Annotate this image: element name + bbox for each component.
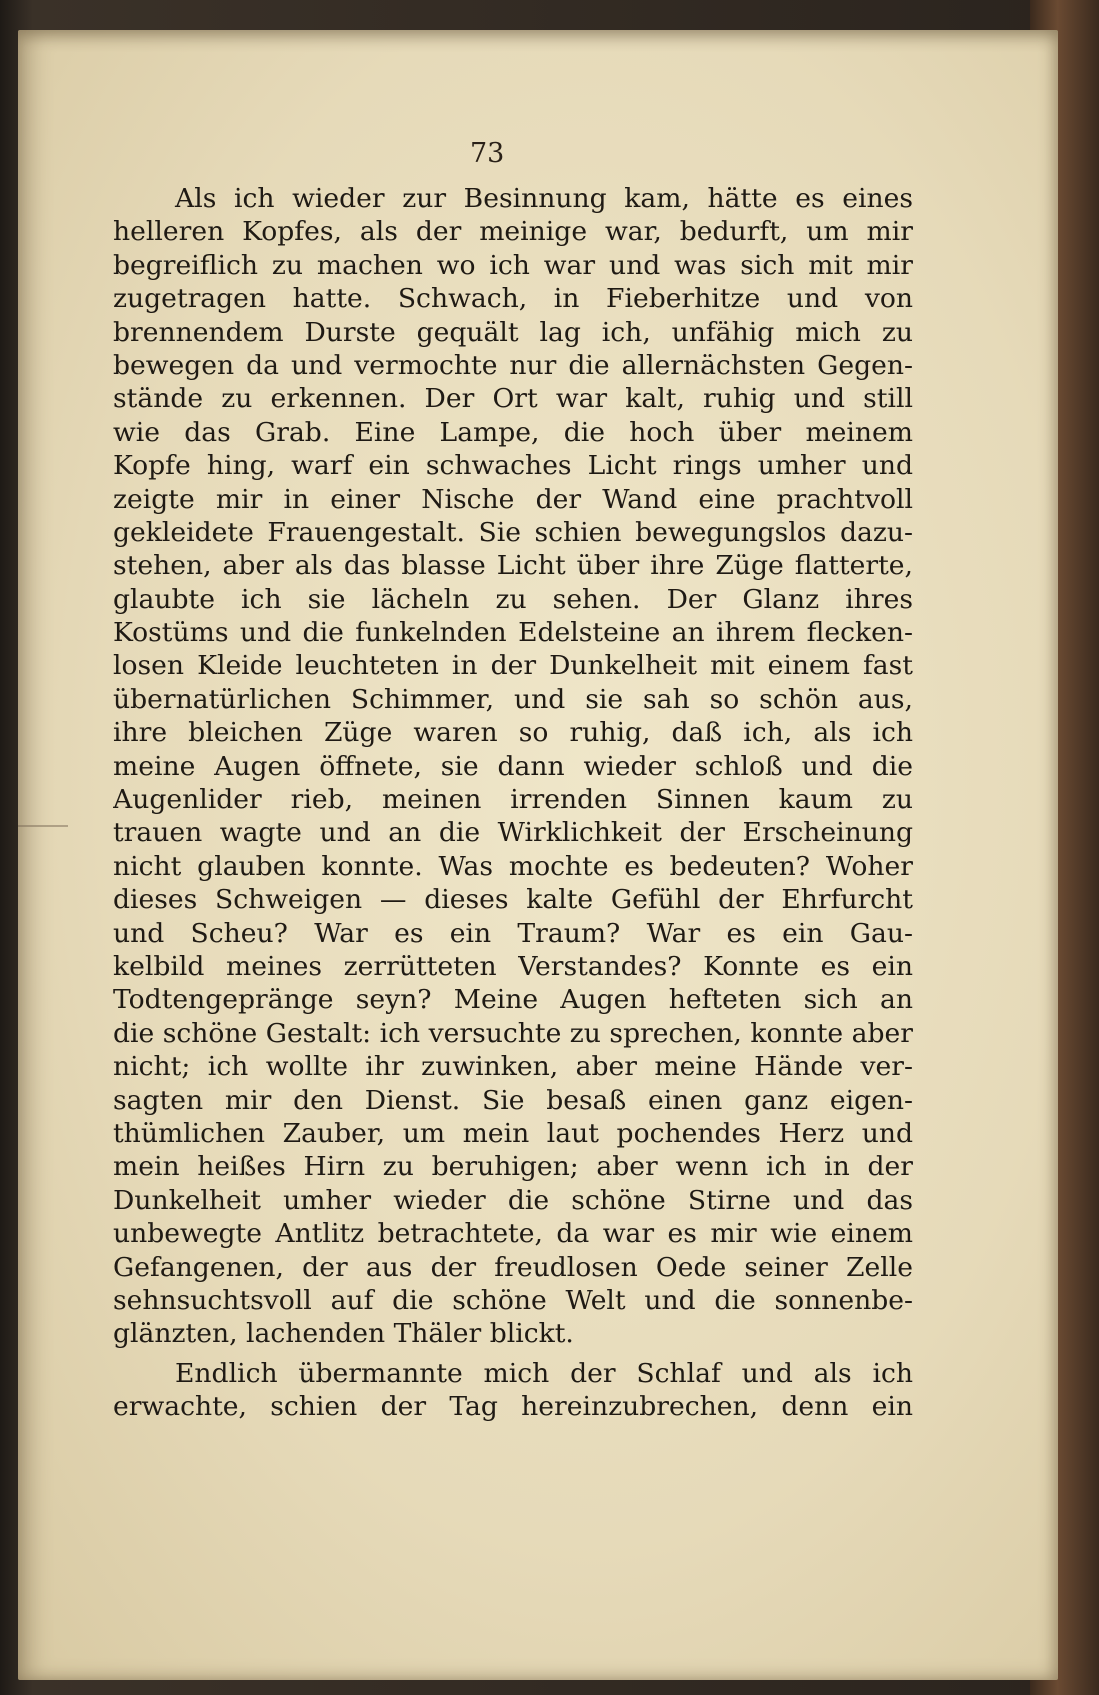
page-body <box>113 182 913 1423</box>
text-line: Gefangenen, der aus der freudlosen Oede seiner Zelle <box>113 1251 913 1283</box>
page-number: 73 <box>470 138 505 169</box>
text-line: gekleidete Frauengestalt. Sie schien bewegungslos dazu- <box>113 516 913 548</box>
page-edge-mark <box>18 825 68 845</box>
text-line: thümlichen Zauber, um mein laut pochendes Herz und <box>113 1117 913 1149</box>
text-line: glänzten, lachenden Thäler blickt. <box>113 1318 574 1350</box>
text-line: mein heißes Hirn zu beruhigen; aber wenn ich in der <box>113 1151 913 1183</box>
text-line: Als ich wieder zur Besinnung kam, hätte es eines <box>175 183 913 214</box>
paragraph-1 <box>113 182 913 1351</box>
text-line: stände zu erkennen. Der Ort war kalt, ruhig und still <box>113 383 913 415</box>
text-line: stehen, aber als das blasse Licht über ihre Züge flatterte, <box>113 550 913 582</box>
text-line: bewegen da und vermochte nur die allernächsten Gegen- <box>113 349 913 381</box>
text-line: sehnsuchtsvoll auf die schöne Welt und die sonnenbe- <box>113 1284 913 1316</box>
text-line: helleren Kopfes, als der meinige war, bedurft, um mir <box>113 216 913 248</box>
text-line: zeigte mir in einer Nische der Wand eine prachtvoll <box>113 483 913 515</box>
text-line: zugetragen hatte. Schwach, in Fieberhitze und von <box>113 283 913 315</box>
paragraph-2 <box>113 1357 913 1424</box>
text-line: dieses Schweigen — dieses kalte Gefühl der Ehrfurcht <box>113 884 913 916</box>
text-line: losen Kleide leuchteten in der Dunkelheit mit einem fast <box>113 650 913 682</box>
text-line: brennendem Durste gequält lag ich, unfähig mich zu <box>113 316 913 348</box>
text-line: kelbild meines zerrütteten Verstandes? Konnte es ein <box>113 950 913 982</box>
text-line: Todtengepränge seyn? Meine Augen hefteten sich an <box>113 984 913 1016</box>
text-line: trauen wagte und an die Wirklichkeit der Erscheinung <box>113 817 913 849</box>
text-line: und Scheu? War es ein Traum? War es ein Gau- <box>113 917 913 949</box>
text-line: Kostüms und die funkelnden Edelsteine an ihrem flecken- <box>113 617 913 649</box>
text-line: Augenlider rieb, meinen irrenden Sinnen kaum zu <box>113 784 913 816</box>
text-line: nicht; ich wollte ihr zuwinken, aber meine Hände ver- <box>113 1051 913 1083</box>
text-line: unbewegte Antlitz betrachtete, da war es mir wie einem <box>113 1218 913 1250</box>
text-line: übernatürlichen Schimmer, und sie sah so schön aus, <box>113 683 913 715</box>
text-line: begreiflich zu machen wo ich war und was sich mit mir <box>113 249 913 281</box>
text-line: Dunkelheit umher wieder die schöne Stirne und das <box>113 1184 913 1216</box>
text-line: ihre bleichen Züge waren so ruhig, daß ich, als ich <box>113 717 913 749</box>
text-line: Kopfe hing, warf ein schwaches Licht rings umher und <box>113 450 913 482</box>
text-line: nicht glauben konnte. Was mochte es bedeuten? Woher <box>113 850 913 882</box>
text-line: wie das Grab. Eine Lampe, die hoch über meinem <box>113 416 913 448</box>
text-line: die schöne Gestalt: ich versuchte zu sprechen, konnte aber <box>113 1017 913 1049</box>
text-line: sagten mir den Dienst. Sie besaß einen ganz eigen- <box>113 1084 913 1116</box>
text-line: glaubte ich sie lächeln zu sehen. Der Glanz ihres <box>113 583 913 615</box>
text-line: erwachte, schien der Tag hereinzubrechen, denn ein <box>113 1391 913 1423</box>
text-line: Endlich übermannte mich der Schlaf und als ich <box>175 1357 913 1389</box>
text-line: meine Augen öffnete, sie dann wieder schloß und die <box>113 750 913 782</box>
